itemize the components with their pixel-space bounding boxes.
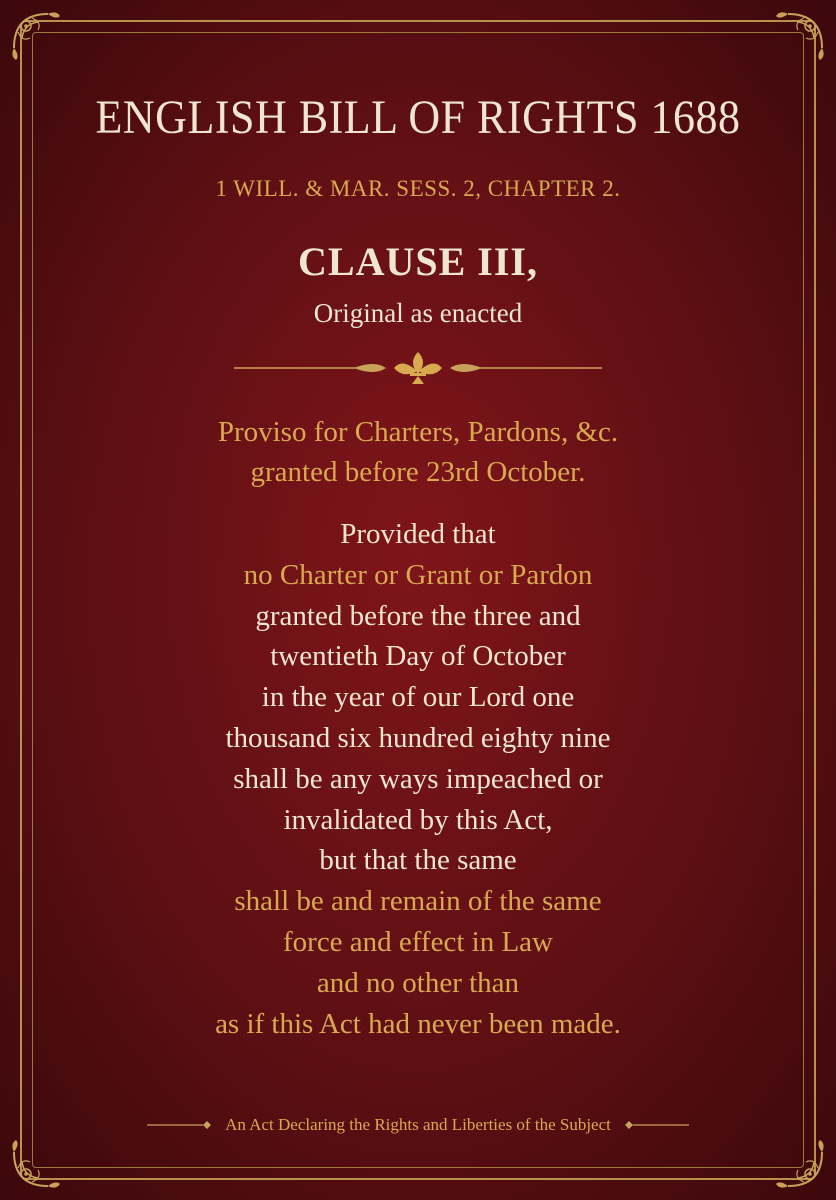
clause-line: invalidated by this Act, xyxy=(283,803,553,836)
document-subtitle: 1 WILL. & MAR. SESS. 2, CHAPTER 2. xyxy=(215,176,621,201)
clause-line: shall be any ways impeached or xyxy=(233,762,603,795)
clause-line: shall be and remain of the same xyxy=(234,885,602,918)
clause-line: and no other than xyxy=(316,966,520,999)
clause-line: force and effect in Law xyxy=(283,925,553,958)
ornamental-corner-icon xyxy=(8,8,78,78)
clause-line: thousand six hundred eighty nine xyxy=(225,721,611,754)
proviso-heading xyxy=(0,412,836,492)
clause-line: Provided that xyxy=(340,518,496,550)
proviso-heading-line: Proviso for Charters, Pardons, &c. xyxy=(217,416,619,448)
footer-rule-right xyxy=(625,1119,689,1131)
footer-rule-left xyxy=(147,1119,211,1131)
proviso-heading-line: granted before 23rd October. xyxy=(250,456,586,488)
footer xyxy=(0,1110,836,1140)
footer-text: An Act Declaring the Rights and Liberties of the Subject xyxy=(225,1115,611,1134)
fleur-de-lis-icon xyxy=(234,348,602,388)
edition-label: Original as enacted xyxy=(313,298,523,328)
document-title: ENGLISH BILL OF RIGHTS 1688 xyxy=(95,91,741,144)
clause-line: but that the same xyxy=(319,844,517,877)
ornamental-corner-icon xyxy=(758,8,828,78)
clause-line: as if this Act had never been made. xyxy=(215,1007,621,1040)
clause-body xyxy=(0,514,836,1044)
clause-heading: CLAUSE III, xyxy=(298,239,538,284)
clause-line: granted before the three and xyxy=(255,599,581,632)
clause-line: no Charter or Grant or Pardon xyxy=(243,558,593,591)
clause-line: twentieth Day of October xyxy=(270,640,566,673)
clause-line: in the year of our Lord one xyxy=(261,681,575,714)
